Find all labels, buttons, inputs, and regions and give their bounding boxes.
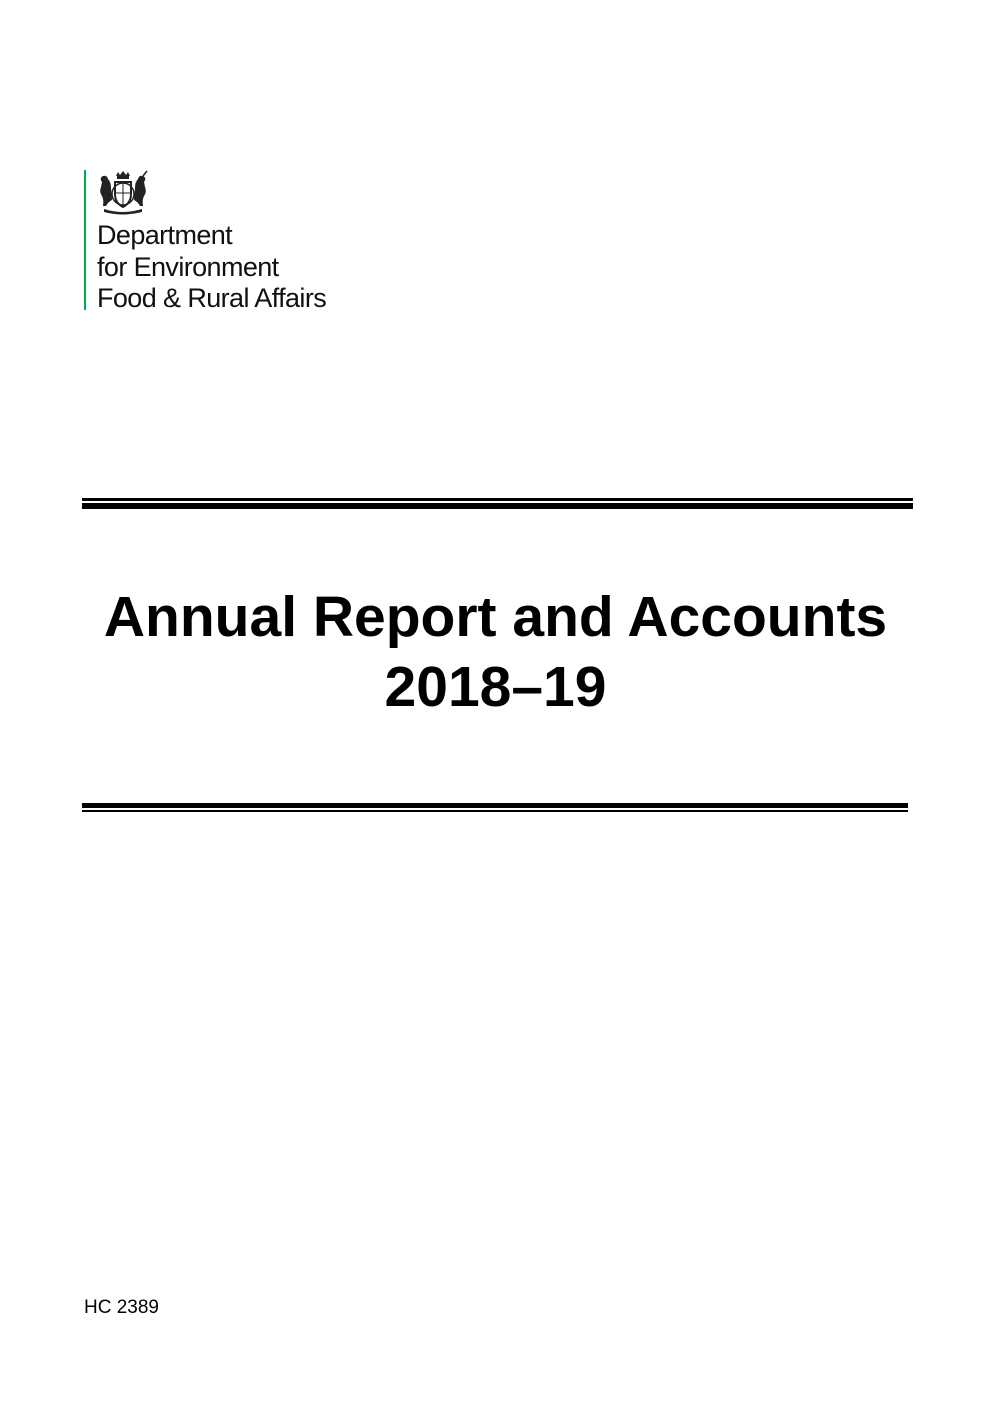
logo-line-2: for Environment — [97, 251, 279, 282]
royal-coat-of-arms-icon — [96, 170, 150, 216]
top-rule-thin — [82, 498, 913, 501]
hc-reference: HC 2389 — [84, 1297, 159, 1318]
document-title — [0, 582, 991, 722]
bottom-rule-thin — [82, 810, 908, 812]
top-rule-thick — [82, 503, 913, 509]
logo-line-3: Food & Rural Affairs — [97, 283, 327, 313]
logo-line-1: Department — [97, 220, 233, 250]
bottom-rule-thick — [82, 803, 908, 808]
defra-logo — [84, 170, 374, 313]
logo-green-bar — [84, 170, 86, 310]
title-line-2: 2018–19 — [384, 655, 607, 719]
title-line-1: Annual Report and Accounts — [103, 585, 888, 649]
department-name — [97, 220, 326, 315]
